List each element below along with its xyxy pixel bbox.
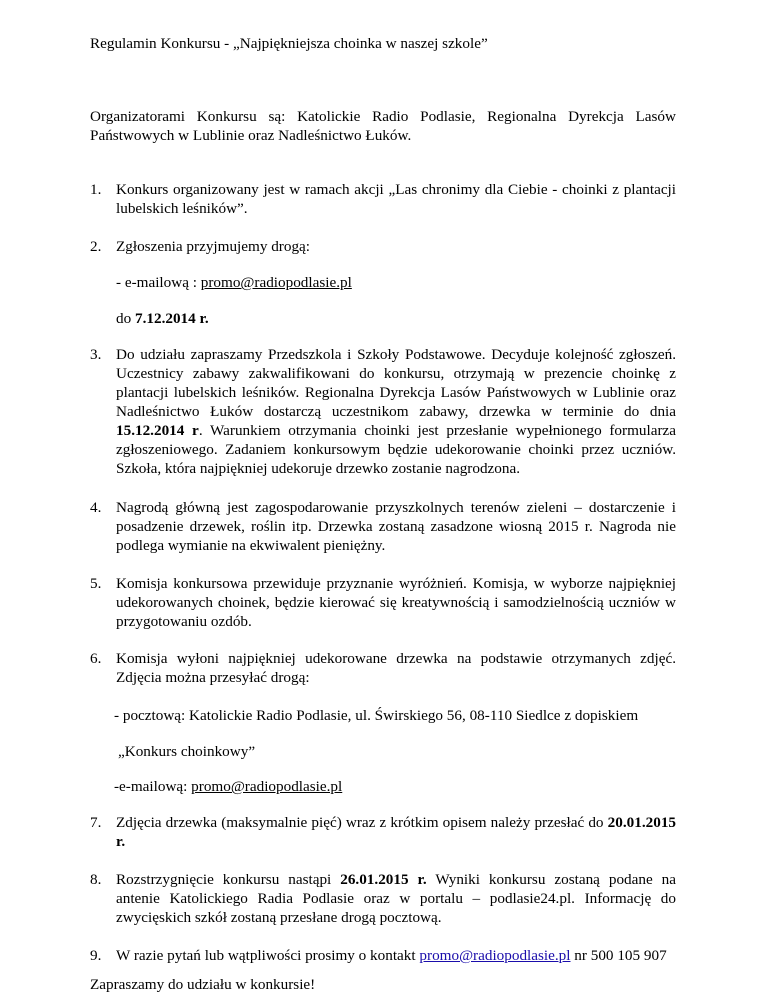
item-8-text [116, 870, 676, 927]
item-7-text-a: Zdjęcia drzewka (maksymalnie pięć) wraz z krótkim opisem należy przesłać do [116, 814, 608, 831]
item-6-email-line [114, 777, 342, 796]
item-6-post-note: „Konkurs choinkowy” [118, 743, 256, 760]
item-2-text: Zgłoszenia przyjmujemy drogą: [116, 238, 311, 255]
item-5-text: Komisja konkursowa przewiduje przyznanie wyróżnień. Komisja, w wyborze najpiękniej udekorowanych choinek, będzie kierować się kreatywnością i samodzielnością uczniów w przygotowaniu ozdób. [116, 575, 676, 630]
item-9-text-a: W razie pytań lub wątpliwości prosimy o kontakt [116, 947, 420, 964]
deadline-date: 7.12.2014 r. [134, 310, 209, 327]
item-4-text: Nagrodą główną jest zagospodarowanie przyszkolnych terenów zieleni – dostarczenie i posadzenie drzewek, roślin itp. Drzewka zostaną zasadzone wiosną 2015 r. Nagroda nie podlega wymianie na ekwiwalent pieniężny. [116, 499, 676, 554]
item-number: 5. [90, 575, 102, 592]
email-link[interactable]: promo@radiopodlasie.pl [200, 274, 352, 291]
item-8-text-a: Rozstrzygnięcie konkursu nastąpi [116, 871, 341, 888]
item-9-text [116, 946, 667, 965]
item-7-date: 20.01.2015 r. [116, 814, 676, 850]
intro-paragraph: Organizatorami Konkursu są: Katolickie Radio Podlasie, Regionalna Dyrekcja Lasów Państwowych w Lublinie oraz Nadleśnictwo Łuków. [90, 108, 676, 144]
email-prefix: -e-mailową: [114, 778, 192, 795]
item-number: 1. [90, 181, 102, 198]
item-8-text-b: Wyniki konkursu zostaną podane na antenie Katolickiego Radia Podlasie oraz w portalu – podlasie24.pl. Informację do zwycięskich szkół zostaną przesłane drogą pocztową. [116, 871, 676, 926]
item-9-text-b: nr 500 105 907 [570, 947, 667, 964]
item-8-date: 26.01.2015 r. [340, 871, 427, 888]
closing-line: Zapraszamy do udziału w konkursie! [90, 976, 316, 993]
item-7-text [116, 813, 676, 851]
item-3-text [116, 345, 676, 478]
item-number: 9. [90, 947, 102, 964]
item-2-email-line [116, 273, 352, 292]
item-3-text-a: Do udziału zapraszamy Przedszkola i Szkoły Podstawowe. Decyduje kolejność zgłoszeń. Uczestnicy zabawy zakwalifikowani do konkursu, otrzymają w prezencie choinkę z plantacji lubelskich leśników. Regionalna Dyrekcja Lasów Państwowych w Lublinie oraz Nadleśnictwo Łuków dostarczą uczestnikom zabawy, drzewka w terminie do dnia [116, 346, 676, 420]
contact-email-link[interactable]: promo@radiopodlasie.pl [419, 947, 571, 964]
item-3-date: 15.12.2014 r [116, 422, 199, 439]
item-number: 6. [90, 650, 102, 667]
item-1-text: Konkurs organizowany jest w ramach akcji „Las chronimy dla Ciebie - choinki z plantacji lubelskich leśników”. [116, 181, 676, 217]
item-number: 2. [90, 238, 102, 255]
item-3-text-b: . Warunkiem otrzymania choinki jest przesłanie wypełnionego formularza zgłoszeniowego. Zadaniem konkursowym będzie udekorowanie choinki przez uczniów. Szkoła, która najpiękniej udekoruje drzewko zostanie nagrodzona. [116, 422, 676, 477]
deadline-prefix: do [116, 310, 135, 327]
email-link[interactable]: promo@radiopodlasie.pl [191, 778, 343, 795]
item-number: 7. [90, 814, 102, 831]
item-number: 8. [90, 871, 102, 888]
email-prefix: - e-mailową : [116, 274, 201, 291]
item-6-post-line: - pocztową: Katolickie Radio Podlasie, ul. Świrskiego 56, 08-110 Siedlce z dopiskiem [114, 707, 639, 724]
item-number: 3. [90, 346, 102, 363]
item-6-text: Komisja wyłoni najpiękniej udekorowane drzewka na podstawie otrzymanych zdjęć. Zdjęcia można przesyłać drogą: [116, 650, 676, 686]
document-title: Regulamin Konkursu - „Najpiękniejsza choinka w naszej szkole” [90, 35, 488, 52]
item-number: 4. [90, 499, 102, 516]
item-2-deadline-line [116, 309, 209, 328]
